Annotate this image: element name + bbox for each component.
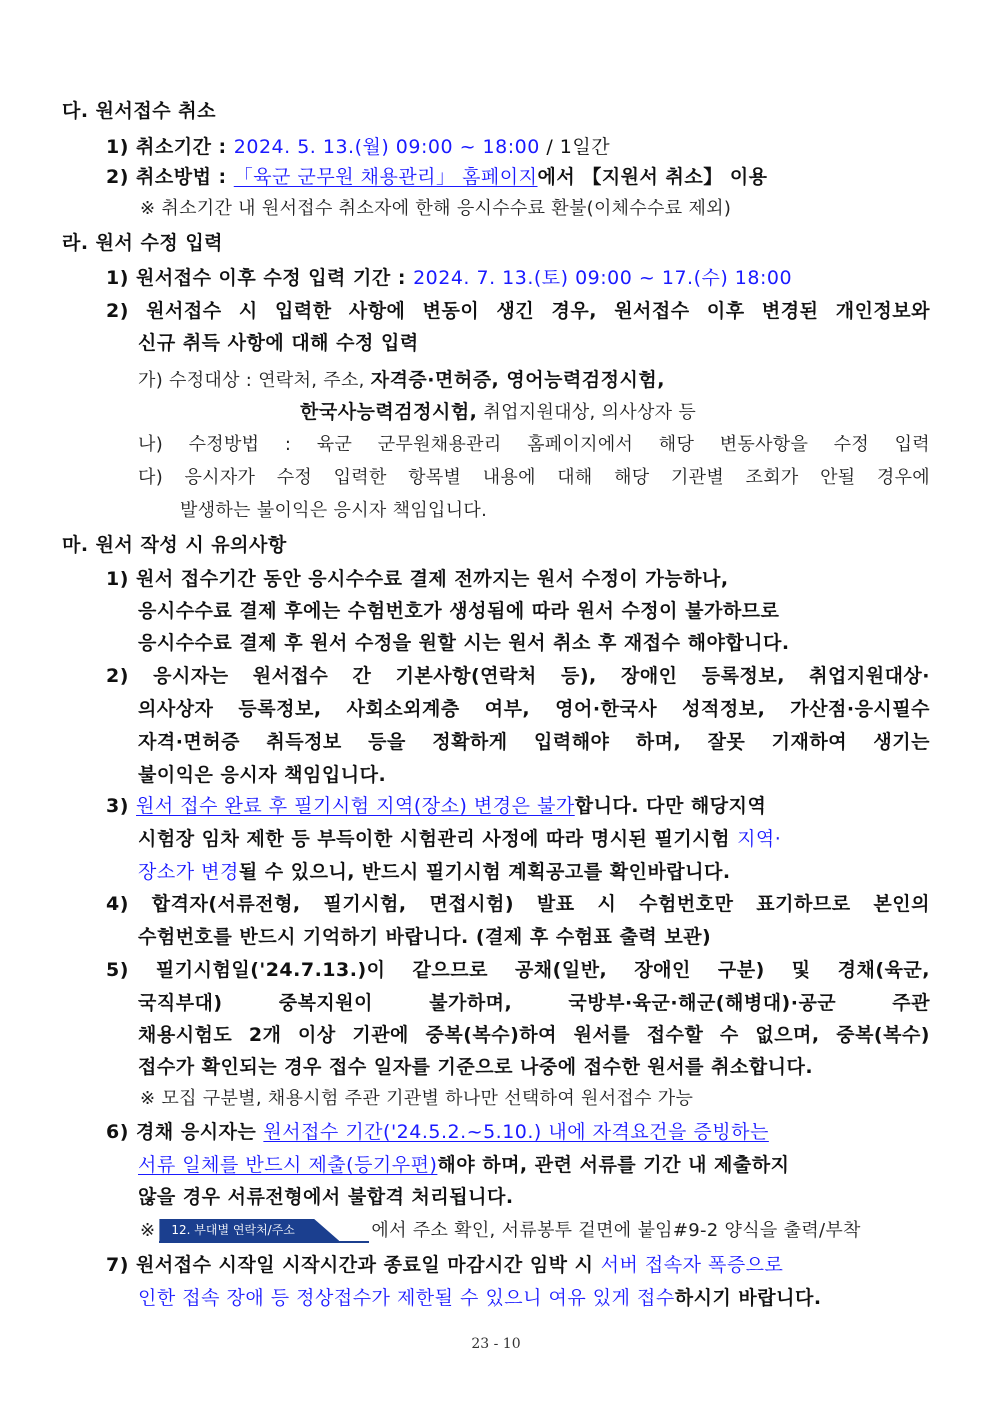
- edit-target-prefix: 가) 수정대상 : 연락처, 주소,: [138, 370, 371, 391]
- ma-item6-prefix: 6) 경채 응시자는: [106, 1121, 264, 1143]
- ma-item5-line2: 국직부대) 중복지원이 불가하며, 국방부·육군·해군(해병대)·공군 주관: [138, 992, 930, 1014]
- cancel-period-suffix: / 1일간: [539, 136, 611, 158]
- ma-item6-note: [140, 1218, 861, 1244]
- cancel-method-label: 2) 취소방법 :: [106, 166, 234, 188]
- ma-item7-prefix: 7) 원서접수 시작일 시작시간과 종료일 마감시간 임박 시: [106, 1254, 601, 1276]
- ma-item7-rest: 하시기 바랍니다.: [674, 1287, 822, 1309]
- edit-target2-rest: 취업지원대상, 의사상자 등: [477, 402, 697, 423]
- ma-item5-line1: 5) 필기시험일('24.7.13.)이 같으므로 공채(일반, 장애인 구분) 및 경채(육군,: [106, 959, 930, 981]
- tag-label: 12. 부대별 연락처/주소: [171, 1223, 295, 1237]
- page-number: 23 - 10: [471, 1336, 521, 1352]
- ma-item4-line2: 수험번호를 반드시 기억하기 바랍니다. (결제 후 수험표 출력 보관): [138, 926, 712, 948]
- ma-item5-line4: 접수가 확인되는 경우 접수 일자를 기준으로 나중에 접수한 원서를 취소합니다.: [138, 1056, 814, 1078]
- ma-item3-line2-highlight: 지역·: [737, 828, 782, 850]
- ma-item6-highlight2: 서류 일체를 반드시 제출(등기우편): [138, 1154, 438, 1176]
- ma-item3-num: 3): [106, 795, 137, 817]
- ma-item2-line3: 자격·면허증 취득정보 등을 정확하게 입력해야 하며, 잘못 기재하여 생기는: [138, 731, 930, 753]
- ma-item6-line2: [138, 1152, 789, 1178]
- edit-method-line: 나) 수정방법 : 육군 군무원채용관리 홈페이지에서 해당 변동사항을 수정 입력: [138, 434, 930, 455]
- edit-period-value: 2024. 7. 13.(토) 09:00 ~ 17.(수) 18:00: [413, 267, 793, 289]
- ma-item3-line1: [106, 793, 766, 819]
- cancel-method-suffix: 에서 【지원서 취소】 이용: [537, 166, 768, 188]
- ma-item6-rest2: 해야 하며, 관련 서류를 기간 내 제출하지: [437, 1154, 790, 1176]
- cancel-period-value: 2024. 5. 13.(월) 09:00 ~ 18:00: [233, 136, 540, 158]
- ma-item1-line1: 1) 원서 접수기간 동안 응시수수료 결제 전까지는 원서 수정이 가능하나,: [106, 568, 729, 590]
- ma-item6-line3: 않을 경우 서류전형에서 불합격 처리됩니다.: [138, 1186, 514, 1208]
- ma-item2-line2: 의사상자 등록정보, 사회소외계층 여부, 영어·한국사 성적정보, 가산점·응시필수: [138, 698, 930, 720]
- ma-item3-rest: 합니다. 다만 해당지역: [574, 795, 767, 817]
- cancel-refund-note: ※ 취소기간 내 원서접수 취소자에 한해 응시수수료 환불(이체수수료 제외): [140, 198, 732, 219]
- edit-target-line2: [300, 399, 696, 426]
- section-ma-title: 마. 원서 작성 시 유의사항: [62, 534, 287, 556]
- edit-target-line: [138, 367, 665, 394]
- ma-item5-line3: 채용시험도 2개 이상 기관에 중복(복수)하여 원서를 접수할 수 없으며, 중복(복수): [138, 1024, 930, 1046]
- edit-period-label: 1) 원서접수 이후 수정 입력 기간 :: [106, 267, 414, 289]
- ma-item3-highlight: 원서 접수 완료 후 필기시험 지역(장소) 변경은 불가: [136, 795, 575, 817]
- ma-item3-line2-text: 시험장 임차 제한 등 부득이한 시험관리 사정에 따라 명시된 필기시험: [138, 828, 738, 850]
- ma-item6-line1: [106, 1119, 769, 1145]
- ma-item7-line1: [106, 1252, 783, 1278]
- ma-item3-line3-rest: 될 수 있으니, 반드시 필기시험 계획공고를 확인바랍니다.: [238, 861, 731, 883]
- edit-liability-line1: 다) 응시자가 수정 입력한 항목별 내용에 대해 해당 기관별 조회가 안될 경우에: [138, 467, 930, 488]
- ma-item7-line2: [138, 1285, 822, 1311]
- ma-item3-line2: [138, 826, 781, 852]
- cancel-period-line: [106, 134, 610, 160]
- edit-target-bold: 자격증·면허증, 영어능력검정시험,: [370, 369, 665, 391]
- recruit-homepage-link[interactable]: 「육군 군무원 채용관리」 홈페이지: [233, 166, 538, 188]
- ma-item5-note: ※ 모집 구분별, 채용시험 주관 기관별 하나만 선택하여 원서접수 가능: [140, 1088, 694, 1109]
- note-mark: ※: [140, 1220, 156, 1241]
- ma-item4-line1: 4) 합격자(서류전형, 필기시험, 면접시험) 발표 시 수험번호만 표기하므로 본인의: [106, 893, 930, 915]
- ma-item2-line1: 2) 응시자는 원서접수 간 기본사항(연락처 등), 장애인 등록정보, 취업지원대상·: [106, 665, 930, 687]
- ma-item1-line2: 응시수수료 결제 후에는 수험번호가 생성됨에 따라 원서 수정이 불가하므로: [138, 600, 780, 622]
- section-da-title: 다. 원서접수 취소: [62, 100, 216, 122]
- ma-item3-line3-highlight: 장소가 변경: [138, 861, 239, 883]
- ma-item1-line3: 응시수수료 결제 후 원서 수정을 원할 시는 원서 취소 후 재접수 해야합니다.: [138, 632, 790, 654]
- edit-period-line: [106, 265, 792, 291]
- edit-liability-line2: 발생하는 불이익은 응시자 책임입니다.: [180, 500, 488, 521]
- ma-item3-line3: [138, 859, 731, 885]
- edit-item2-line2: 신규 취득 사항에 대해 수정 입력: [138, 332, 419, 354]
- edit-target2-bold: 한국사능력검정시험,: [300, 401, 478, 423]
- cancel-period-label: 1) 취소기간 :: [106, 136, 234, 158]
- ma-item7-highlight1: 서버 접속자 폭증으로: [600, 1254, 784, 1276]
- cancel-method-line: [106, 164, 768, 190]
- edit-item2-line1: 2) 원서접수 시 입력한 사항에 변동이 생긴 경우, 원서접수 이후 변경된 개인정보와: [106, 300, 930, 322]
- section-ra-title: 라. 원서 수정 입력: [62, 232, 224, 254]
- unit-contact-tag-link[interactable]: [159, 1219, 369, 1243]
- ma-item6-note-rest: 에서 주소 확인, 서류봉투 겉면에 붙임#9-2 양식을 출력/부착: [371, 1220, 861, 1241]
- ma-item2-line4: 불이익은 응시자 책임입니다.: [138, 764, 387, 786]
- ma-item7-highlight2: 인한 접속 장애 등 정상접수가 제한될 수 있으니 여유 있게 접수: [138, 1287, 675, 1309]
- ma-item6-highlight1: 원서접수 기간('24.5.2.~5.10.) 내에 자격요건을 증빙하는: [263, 1121, 769, 1143]
